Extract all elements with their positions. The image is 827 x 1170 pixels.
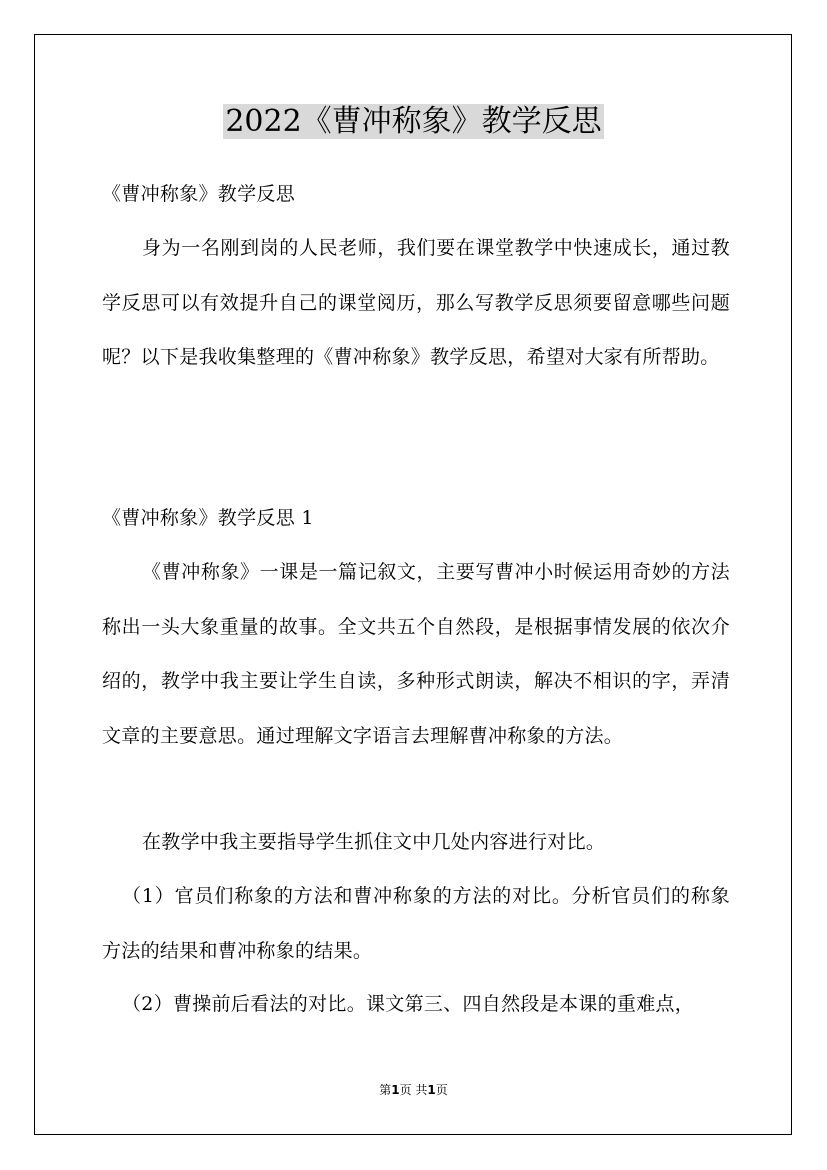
page-footer bbox=[0, 1082, 827, 1098]
document-subtitle: 《曹冲称象》教学反思 bbox=[102, 183, 296, 205]
intro-paragraph: 身为一名刚到岗的人民老师，我们要在课堂教学中快速成长，通过教学反思可以有效提升自己的课堂阅历，那么写教学反思须要留意哪些问题呢？以下是我收集整理的《曹冲称象》教学反思，希望对大家有所帮助。 bbox=[102, 237, 730, 369]
document-title-text: 2022《曹冲称象》教学反思 bbox=[225, 104, 602, 139]
section1-paragraph-1: 《曹冲称象》一课是一篇记叙文，主要写曹冲小时候运用奇妙的方法称出一头大象重量的故事。全文共五个自然段，是根据事情发展的依次介绍的，教学中我主要让学生自读，多种形式朗读，解决不相识的字，弄清文章的主要意思。通过理解文字语言去理解曹冲称象的方法。 bbox=[102, 561, 730, 747]
footer-page-total: 1 bbox=[427, 1083, 436, 1097]
footer-page-suffix: 页 bbox=[435, 1083, 448, 1097]
section1-paragraph-3: （1）官员们称象的方法和曹冲称象的方法的对比。分析官员们的称象方法的结果和曹冲称象的结果。 bbox=[102, 885, 730, 962]
section1-paragraph-4: （2）曹操前后看法的对比。课文第三、四自然段是本课的重难点， bbox=[122, 993, 695, 1015]
section1-paragraph-2: 在教学中我主要指导学生抓住文中几处内容进行对比。 bbox=[142, 831, 606, 853]
footer-page-prefix: 第 bbox=[379, 1083, 392, 1097]
document-title bbox=[0, 98, 827, 146]
footer-page-mid: 页 共 bbox=[399, 1083, 428, 1097]
section-heading-1: 《曹冲称象》教学反思 1 bbox=[102, 507, 314, 529]
footer-page-current: 1 bbox=[391, 1083, 400, 1097]
